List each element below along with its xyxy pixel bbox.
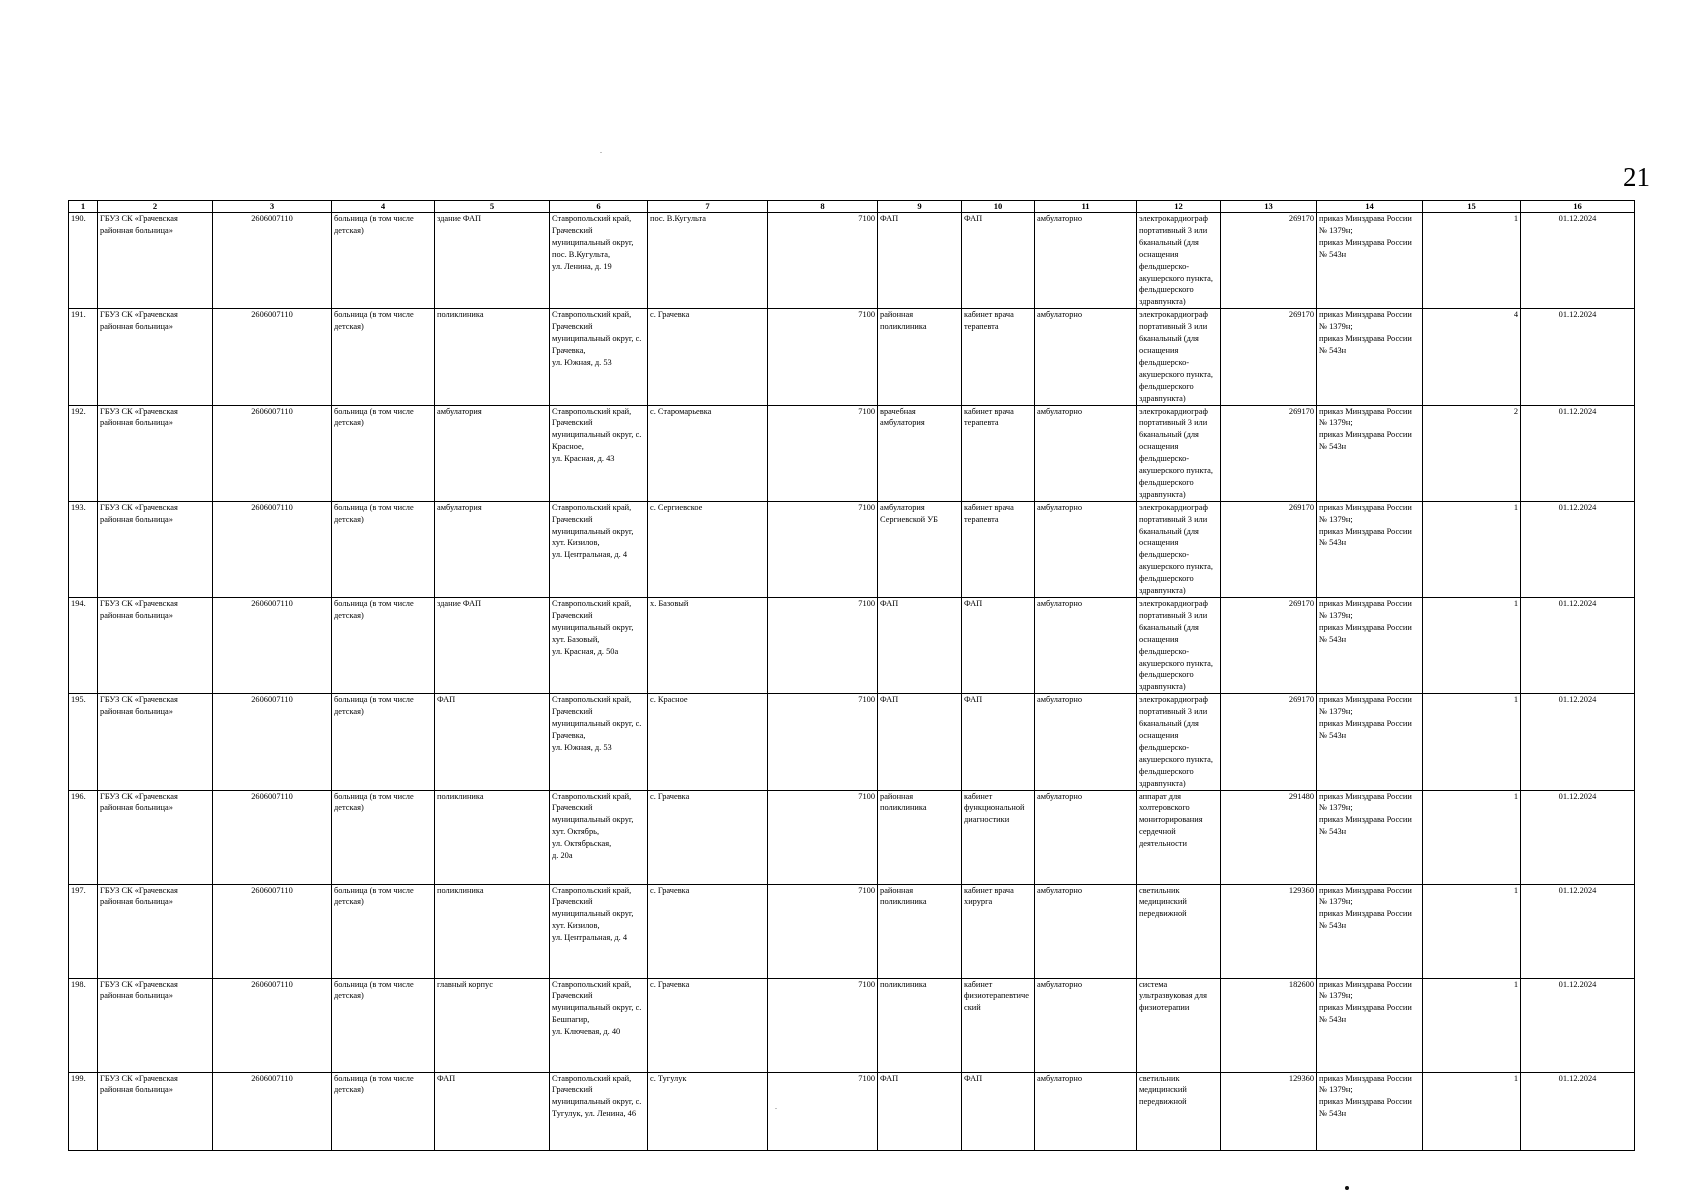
address-cell: Ставропольский край, Грачевский муниципальный округ, с. Тугулук, ул. Ленина, 46: [550, 1072, 648, 1150]
subdivision-cell: ФАП: [878, 213, 962, 309]
organization-cell: ГБУЗ СК «Грачевская районная больница»: [98, 790, 213, 884]
region-code-cell: 7100: [768, 501, 878, 597]
column-number: 1: [69, 201, 98, 213]
building-cell: амбулатория: [435, 501, 550, 597]
column-number: 8: [768, 201, 878, 213]
date-cell: 01.12.2024: [1521, 309, 1635, 405]
equipment-name-cell: светильник медицинский передвижной: [1137, 884, 1221, 978]
subdivision-cell: районная поликлиника: [878, 884, 962, 978]
equipment-name-cell: электрокардиограф портативный 3 или 6канальный (для оснащения фельдшерско-акушерского пункта, фельдшерского здравпункта): [1137, 694, 1221, 790]
equipment-name-cell: электрокардиограф портативный 3 или 6канальный (для оснащения фельдшерско-акушерского пункта, фельдшерского здравпункта): [1137, 501, 1221, 597]
organization-cell: ГБУЗ СК «Грачевская районная больница»: [98, 405, 213, 501]
room-cell: кабинет функциональной диагностики: [962, 790, 1035, 884]
date-cell: 01.12.2024: [1521, 598, 1635, 694]
price-cell: 182600: [1221, 978, 1317, 1072]
regulation-cell: приказ Минздрава России № 1379н; приказ Минздрава России № 543н: [1317, 309, 1423, 405]
address-cell: Ставропольский край, Грачевский муниципальный округ, пос. В.Кугульта, ул. Ленина, д. 19: [550, 213, 648, 309]
organization-type-cell: больница (в том числе детская): [332, 1072, 435, 1150]
price-cell: 269170: [1221, 598, 1317, 694]
address-cell: Ставропольский край, Грачевский муниципальный округ, хут. Кизилов, ул. Центральная, д. 4: [550, 884, 648, 978]
date-cell: 01.12.2024: [1521, 884, 1635, 978]
organization-type-cell: больница (в том числе детская): [332, 405, 435, 501]
inn-cell: 2606007110: [213, 790, 332, 884]
page-number: 21: [1623, 162, 1650, 192]
region-code-cell: 7100: [768, 790, 878, 884]
date-cell: 01.12.2024: [1521, 501, 1635, 597]
region-code-cell: 7100: [768, 405, 878, 501]
organization-cell: ГБУЗ СК «Грачевская районная больница»: [98, 213, 213, 309]
price-cell: 129360: [1221, 884, 1317, 978]
row-number-cell: 194.: [69, 598, 98, 694]
quantity-cell: 1: [1423, 884, 1521, 978]
quantity-cell: 4: [1423, 309, 1521, 405]
table-body: [69, 213, 1635, 1151]
table-row: [69, 884, 1635, 978]
row-number-cell: 195.: [69, 694, 98, 790]
equipment-name-cell: светильник медицинский передвижной: [1137, 1072, 1221, 1150]
equipment-name-cell: аппарат для холтеровского мониторирования сердечной деятельности: [1137, 790, 1221, 884]
equipment-name-cell: электрокардиограф портативный 3 или 6канальный (для оснащения фельдшерско-акушерского пункта, фельдшерского здравпункта): [1137, 213, 1221, 309]
date-cell: 01.12.2024: [1521, 405, 1635, 501]
price-cell: 269170: [1221, 694, 1317, 790]
subdivision-cell: ФАП: [878, 694, 962, 790]
price-cell: 269170: [1221, 213, 1317, 309]
regulation-cell: приказ Минздрава России № 1379н; приказ Минздрава России № 543н: [1317, 978, 1423, 1072]
building-cell: ФАП: [435, 694, 550, 790]
row-number-cell: 190.: [69, 213, 98, 309]
column-number: 13: [1221, 201, 1317, 213]
building-cell: главный корпус: [435, 978, 550, 1072]
quantity-cell: 1: [1423, 598, 1521, 694]
settlement-cell: с. Грачевка: [648, 309, 768, 405]
regulation-cell: приказ Минздрава России № 1379н; приказ Минздрава России № 543н: [1317, 790, 1423, 884]
room-cell: кабинет физиотерапевтический: [962, 978, 1035, 1072]
settlement-cell: с. Грачевка: [648, 884, 768, 978]
room-cell: ФАП: [962, 694, 1035, 790]
settlement-cell: пос. В.Кугульта: [648, 213, 768, 309]
regulation-cell: приказ Минздрава России № 1379н; приказ Минздрава России № 543н: [1317, 884, 1423, 978]
table-row: [69, 598, 1635, 694]
row-number-cell: 191.: [69, 309, 98, 405]
inn-cell: 2606007110: [213, 978, 332, 1072]
subdivision-cell: районная поликлиника: [878, 309, 962, 405]
settlement-cell: с. Сергиевское: [648, 501, 768, 597]
care-condition-cell: амбулаторно: [1035, 694, 1137, 790]
region-code-cell: 7100: [768, 978, 878, 1072]
care-condition-cell: амбулаторно: [1035, 884, 1137, 978]
column-number: 2: [98, 201, 213, 213]
room-cell: кабинет врача терапевта: [962, 501, 1035, 597]
column-number: 12: [1137, 201, 1221, 213]
column-number: 11: [1035, 201, 1137, 213]
equipment-name-cell: система ультразвуковая для физиотерапии: [1137, 978, 1221, 1072]
column-number: 6: [550, 201, 648, 213]
subdivision-cell: поликлиника: [878, 978, 962, 1072]
organization-type-cell: больница (в том числе детская): [332, 978, 435, 1072]
organization-type-cell: больница (в том числе детская): [332, 598, 435, 694]
address-cell: Ставропольский край, Грачевский муниципальный округ, с. Красное, ул. Красная, д. 43: [550, 405, 648, 501]
regulation-cell: приказ Минздрава России № 1379н; приказ Минздрава России № 543н: [1317, 501, 1423, 597]
settlement-cell: с. Грачевка: [648, 978, 768, 1072]
table-row: [69, 309, 1635, 405]
table-row: [69, 694, 1635, 790]
regulation-cell: приказ Минздрава России № 1379н; приказ Минздрава России № 543н: [1317, 1072, 1423, 1150]
equipment-name-cell: электрокардиограф портативный 3 или 6канальный (для оснащения фельдшерско-акушерского пункта, фельдшерского здравпункта): [1137, 309, 1221, 405]
organization-type-cell: больница (в том числе детская): [332, 694, 435, 790]
room-cell: кабинет врача терапевта: [962, 309, 1035, 405]
inn-cell: 2606007110: [213, 694, 332, 790]
table-row: [69, 213, 1635, 309]
organization-type-cell: больница (в том числе детская): [332, 501, 435, 597]
care-condition-cell: амбулаторно: [1035, 213, 1137, 309]
subdivision-cell: районная поликлиника: [878, 790, 962, 884]
care-condition-cell: амбулаторно: [1035, 309, 1137, 405]
inn-cell: 2606007110: [213, 598, 332, 694]
table-row: [69, 501, 1635, 597]
care-condition-cell: амбулаторно: [1035, 501, 1137, 597]
building-cell: здание ФАП: [435, 598, 550, 694]
organization-type-cell: больница (в том числе детская): [332, 309, 435, 405]
date-cell: 01.12.2024: [1521, 1072, 1635, 1150]
organization-cell: ГБУЗ СК «Грачевская районная больница»: [98, 978, 213, 1072]
room-cell: кабинет врача терапевта: [962, 405, 1035, 501]
subdivision-cell: ФАП: [878, 598, 962, 694]
room-cell: ФАП: [962, 213, 1035, 309]
equipment-table: [68, 200, 1635, 1151]
building-cell: поликлиника: [435, 790, 550, 884]
date-cell: 01.12.2024: [1521, 213, 1635, 309]
care-condition-cell: амбулаторно: [1035, 598, 1137, 694]
quantity-cell: 1: [1423, 790, 1521, 884]
regulation-cell: приказ Минздрава России № 1379н; приказ Минздрава России № 543н: [1317, 213, 1423, 309]
subdivision-cell: врачебная амбулатория: [878, 405, 962, 501]
organization-type-cell: больница (в том числе детская): [332, 213, 435, 309]
row-number-cell: 193.: [69, 501, 98, 597]
care-condition-cell: амбулаторно: [1035, 978, 1137, 1072]
table-row: [69, 405, 1635, 501]
price-cell: 129360: [1221, 1072, 1317, 1150]
region-code-cell: 7100: [768, 694, 878, 790]
equipment-name-cell: электрокардиограф портативный 3 или 6канальный (для оснащения фельдшерско-акушерского пункта, фельдшерского здравпункта): [1137, 598, 1221, 694]
inn-cell: 2606007110: [213, 1072, 332, 1150]
care-condition-cell: амбулаторно: [1035, 790, 1137, 884]
column-number: 10: [962, 201, 1035, 213]
address-cell: Ставропольский край, Грачевский муниципальный округ, хут. Кизилов, ул. Центральная, д. 4: [550, 501, 648, 597]
price-cell: 269170: [1221, 405, 1317, 501]
column-number: 5: [435, 201, 550, 213]
building-cell: поликлиника: [435, 309, 550, 405]
organization-cell: ГБУЗ СК «Грачевская районная больница»: [98, 501, 213, 597]
column-number: 16: [1521, 201, 1635, 213]
settlement-cell: с. Тугулук: [648, 1072, 768, 1150]
regulation-cell: приказ Минздрава России № 1379н; приказ Минздрава России № 543н: [1317, 598, 1423, 694]
inn-cell: 2606007110: [213, 884, 332, 978]
table-row: [69, 978, 1635, 1072]
quantity-cell: 2: [1423, 405, 1521, 501]
building-cell: ФАП: [435, 1072, 550, 1150]
quantity-cell: 1: [1423, 1072, 1521, 1150]
scan-speck: [600, 152, 602, 153]
price-cell: 269170: [1221, 309, 1317, 405]
table-row: [69, 1072, 1635, 1150]
table-row: [69, 790, 1635, 884]
room-cell: ФАП: [962, 1072, 1035, 1150]
price-cell: 269170: [1221, 501, 1317, 597]
quantity-cell: 1: [1423, 213, 1521, 309]
region-code-cell: 7100: [768, 1072, 878, 1150]
organization-cell: ГБУЗ СК «Грачевская районная больница»: [98, 309, 213, 405]
column-number: 4: [332, 201, 435, 213]
date-cell: 01.12.2024: [1521, 978, 1635, 1072]
inn-cell: 2606007110: [213, 213, 332, 309]
column-number-row: [69, 201, 1635, 213]
room-cell: ФАП: [962, 598, 1035, 694]
organization-type-cell: больница (в том числе детская): [332, 790, 435, 884]
address-cell: Ставропольский край, Грачевский муниципальный округ, с. Грачевка, ул. Южная, д. 53: [550, 694, 648, 790]
inn-cell: 2606007110: [213, 405, 332, 501]
column-number: 14: [1317, 201, 1423, 213]
row-number-cell: 199.: [69, 1072, 98, 1150]
quantity-cell: 1: [1423, 978, 1521, 1072]
organization-type-cell: больница (в том числе детская): [332, 884, 435, 978]
region-code-cell: 7100: [768, 884, 878, 978]
building-cell: поликлиника: [435, 884, 550, 978]
scan-speck: [1345, 1186, 1349, 1190]
organization-cell: ГБУЗ СК «Грачевская районная больница»: [98, 694, 213, 790]
column-number: 3: [213, 201, 332, 213]
column-number: 9: [878, 201, 962, 213]
region-code-cell: 7100: [768, 213, 878, 309]
inn-cell: 2606007110: [213, 501, 332, 597]
column-number: 15: [1423, 201, 1521, 213]
subdivision-cell: амбулатория Сергиевской УБ: [878, 501, 962, 597]
organization-cell: ГБУЗ СК «Грачевская районная больница»: [98, 598, 213, 694]
organization-cell: ГБУЗ СК «Грачевская районная больница»: [98, 884, 213, 978]
row-number-cell: 192.: [69, 405, 98, 501]
settlement-cell: х. Базовый: [648, 598, 768, 694]
settlement-cell: с. Грачевка: [648, 790, 768, 884]
equipment-name-cell: электрокардиограф портативный 3 или 6канальный (для оснащения фельдшерско-акушерского пункта, фельдшерского здравпункта): [1137, 405, 1221, 501]
room-cell: кабинет врача хирурга: [962, 884, 1035, 978]
price-cell: 291480: [1221, 790, 1317, 884]
organization-cell: ГБУЗ СК «Грачевская районная больница»: [98, 1072, 213, 1150]
row-number-cell: 198.: [69, 978, 98, 1072]
quantity-cell: 1: [1423, 501, 1521, 597]
inn-cell: 2606007110: [213, 309, 332, 405]
address-cell: Ставропольский край, Грачевский муниципальный округ, с. Грачевка, ул. Южная, д. 53: [550, 309, 648, 405]
address-cell: Ставропольский край, Грачевский муниципальный округ, хут. Базовый, ул. Красная, д. 50а: [550, 598, 648, 694]
date-cell: 01.12.2024: [1521, 694, 1635, 790]
row-number-cell: 197.: [69, 884, 98, 978]
building-cell: амбулатория: [435, 405, 550, 501]
column-number: 7: [648, 201, 768, 213]
address-cell: Ставропольский край, Грачевский муниципальный округ, с. Бешпагир, ул. Ключевая, д. 40: [550, 978, 648, 1072]
settlement-cell: с. Старомарьевка: [648, 405, 768, 501]
care-condition-cell: амбулаторно: [1035, 405, 1137, 501]
regulation-cell: приказ Минздрава России № 1379н; приказ Минздрава России № 543н: [1317, 694, 1423, 790]
regulation-cell: приказ Минздрава России № 1379н; приказ Минздрава России № 543н: [1317, 405, 1423, 501]
quantity-cell: 1: [1423, 694, 1521, 790]
region-code-cell: 7100: [768, 309, 878, 405]
subdivision-cell: ФАП: [878, 1072, 962, 1150]
building-cell: здание ФАП: [435, 213, 550, 309]
row-number-cell: 196.: [69, 790, 98, 884]
region-code-cell: 7100: [768, 598, 878, 694]
address-cell: Ставропольский край, Грачевский муниципальный округ, хут. Октябрь, ул. Октябрьская, д. 20а: [550, 790, 648, 884]
care-condition-cell: амбулаторно: [1035, 1072, 1137, 1150]
settlement-cell: с. Красное: [648, 694, 768, 790]
date-cell: 01.12.2024: [1521, 790, 1635, 884]
